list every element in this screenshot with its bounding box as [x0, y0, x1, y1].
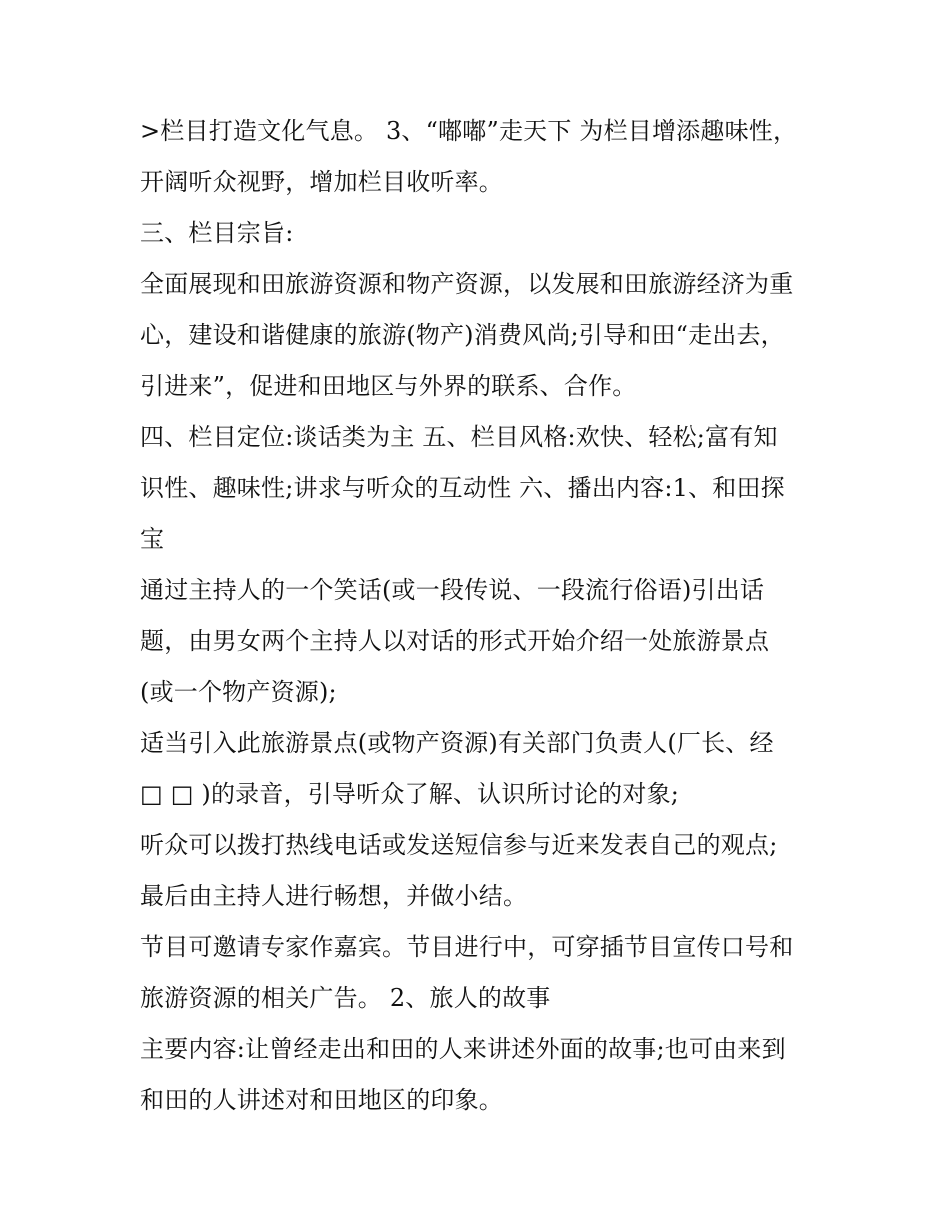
- text-line: 题，由男女两个主持人以对话的形式开始介绍一处旅游景点: [140, 627, 770, 655]
- text-line: 识性、趣味性;讲求与听众的互动性 六、播出内容:1、和田探: [140, 474, 785, 502]
- text-line: 主要内容:让曾经走出和田的人来讲述外面的故事;也可由来到: [140, 1035, 786, 1063]
- section-heading: 三、栏目宗旨:: [140, 219, 294, 247]
- text-line: 旅游资源的相关广告。 2、旅人的故事: [140, 984, 551, 1012]
- text-line: 节目可邀请专家作嘉宾。节目进行中，可穿插节目宣传口号和: [140, 933, 794, 961]
- text-line: 和田的人讲述对和田地区的印象。: [140, 1086, 503, 1114]
- text-line: 四、栏目定位:谈话类为主 五、栏目风格:欢快、轻松;富有知: [140, 423, 778, 451]
- text-line: □ □ )的录音，引导听众了解、认识所讨论的对象;: [140, 780, 680, 808]
- text-line: 心，建设和谐健康的旅游(物产)消费风尚;引导和田“走出去，: [140, 321, 785, 349]
- text-line: (或一个物产资源);: [140, 678, 337, 706]
- text-line: 听众可以拨打热线电话或发送短信参与近来发表自己的观点;: [140, 831, 778, 859]
- text-line: 开阔听众视野，增加栏目收听率。: [140, 168, 503, 196]
- text-line: 适当引入此旅游景点(或物产资源)有关部门负责人(厂长、经: [140, 729, 774, 757]
- text-line: 全面展现和田旅游资源和物产资源，以发展和田旅游经济为重: [140, 270, 794, 298]
- text-line: 通过主持人的一个笑话(或一段传说、一段流行俗语)引出话: [140, 576, 765, 604]
- text-line: 引进来”，促进和田地区与外界的联系、合作。: [140, 372, 637, 400]
- text-line: >栏目打造文化气息。 3、“嘟嘟”走天下 为栏目增添趣味性，: [140, 117, 798, 145]
- text-line: 最后由主持人进行畅想，并做小结。: [140, 882, 528, 910]
- text-line: 宝: [140, 525, 165, 553]
- document-body: [140, 106, 820, 1126]
